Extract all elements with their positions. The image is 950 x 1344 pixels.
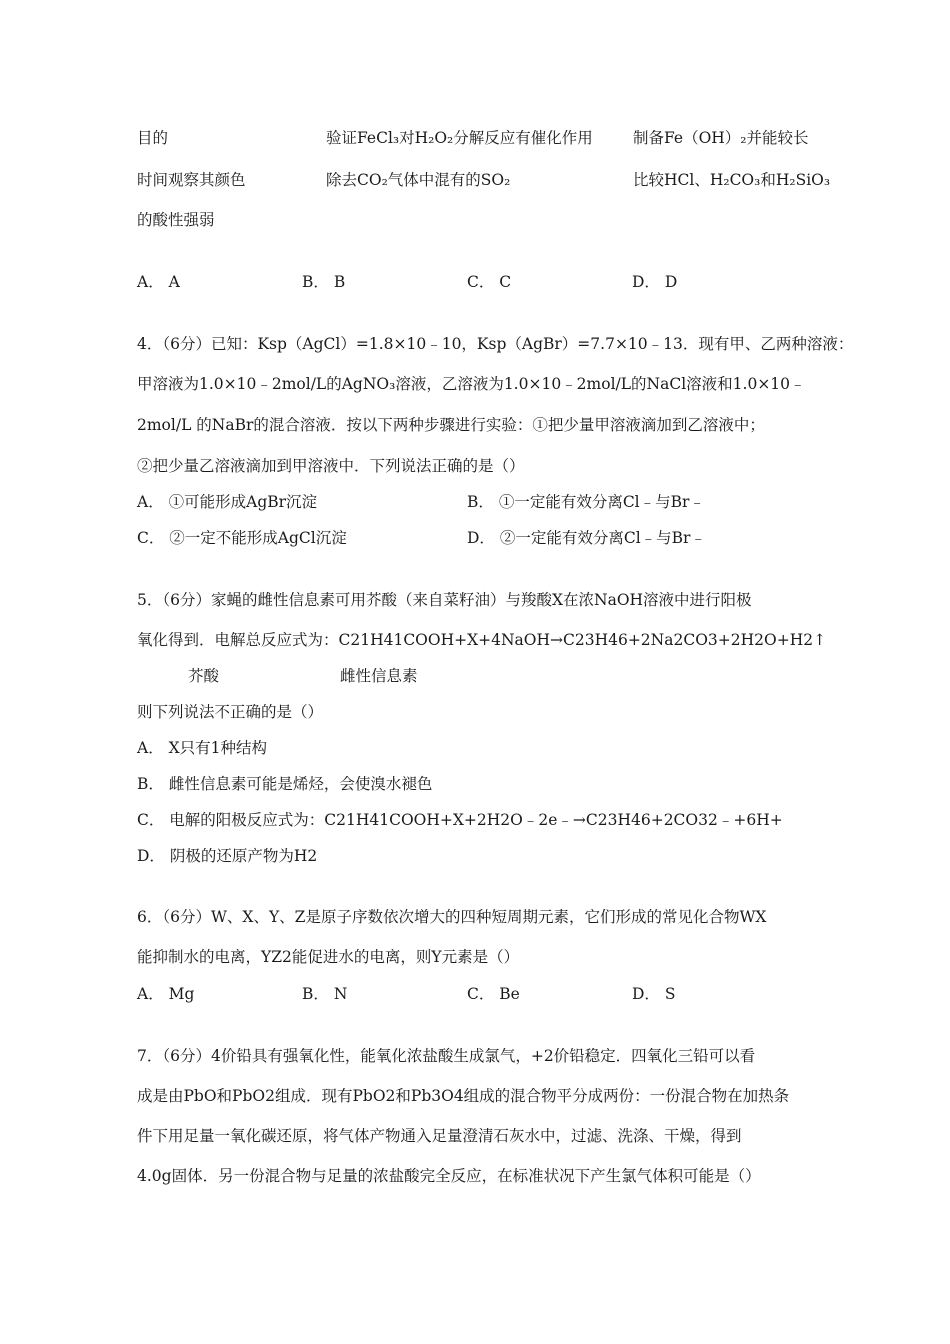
q5-question: 则下列说法不正确的是（） xyxy=(137,703,324,721)
q4-line-1: 4．（6分）已知：Ksp（AgCl）=1.8×10﹣10，Ksp（AgBr）=7.7×10﹣13．现有甲、乙两种溶液： xyxy=(137,335,854,353)
table-cell-compare-acid: 比较HCl、H₂CO₃和H₂SiO₃ xyxy=(633,171,831,189)
q7-line-1: 7．（6分）4价铅具有强氧化性，能氧化浓盐酸生成氯气，+2价铅稳定．四氧化三铅可以看 xyxy=(137,1047,756,1065)
q5-option-c: C． 电解的阳极反应式为：C21H41COOH+X+2H2O﹣2e﹣→C23H46+2CO32﹣+6H+ xyxy=(137,811,783,829)
q6-option-b: B． N xyxy=(302,985,348,1003)
q3-option-a: A． A xyxy=(137,273,180,291)
q6-line-2: 能抑制水的电离，YZ2能促进水的电离，则Y元素是（） xyxy=(137,948,520,966)
q4-option-b: B． ①一定能有效分离Cl﹣与Br﹣ xyxy=(467,493,705,511)
q3-option-c: C． C xyxy=(467,273,512,291)
q5-option-a: A． X只有1种结构 xyxy=(137,739,268,757)
table-cell-acidity: 的酸性强弱 xyxy=(137,211,215,229)
q6-option-c: C． Be xyxy=(467,985,520,1003)
q7-line-4: 4.0g固体．另一份混合物与足量的浓盐酸完全反应，在标准状况下产生氯气体积可能是（） xyxy=(137,1167,761,1185)
q7-line-3: 件下用足量一氧化碳还原，将气体产物通入足量澄清石灰水中，过滤、洗涤、干燥，得到 xyxy=(137,1127,742,1145)
q5-option-d: D． 阴极的还原产物为H2 xyxy=(137,847,318,865)
q4-line-2: 甲溶液为1.0×10﹣2mol/L的AgNO₃溶液，乙溶液为1.0×10﹣2mol/L的NaCl溶液和1.0×10﹣ xyxy=(137,375,806,393)
q3-option-d: D． D xyxy=(632,273,678,291)
table-cell-remove-so2: 除去CO₂气体中混有的SO₂ xyxy=(326,171,511,189)
q4-option-d: D． ②一定能有效分离Cl﹣与Br﹣ xyxy=(467,529,706,547)
q4-line-4: ②把少量乙溶液滴加到甲溶液中．下列说法正确的是（） xyxy=(137,457,525,475)
table-cell-prepare-feoh2: 制备Fe（OH）₂并能较长 xyxy=(633,129,809,147)
table-cell-verify-fecl3: 验证FeCl₃对H₂O₂分解反应有催化作用 xyxy=(326,129,593,147)
q6-option-a: A． Mg xyxy=(137,985,195,1003)
q5-label-pheromone: 雌性信息素 xyxy=(340,667,418,685)
q5-line-2: 氧化得到．电解总反应式为：C21H41COOH+X+4NaOH→C23H46+2Na2CO3+2H2O+H2↑ xyxy=(137,631,827,649)
q7-line-2: 成是由PbO和PbO2组成．现有PbO2和Pb3O4组成的混合物平分成两份：一份混合物在加热条 xyxy=(137,1087,790,1105)
table-cell-purpose: 目的 xyxy=(137,129,169,147)
q5-line-1: 5．（6分）家蝇的雌性信息素可用芥酸（来自菜籽油）与羧酸X在浓NaOH溶液中进行阳极 xyxy=(137,591,752,609)
q4-line-3: 2mol/L 的NaBr的混合溶液．按以下两种步骤进行实验：①把少量甲溶液滴加到乙溶液中； xyxy=(137,416,765,434)
q5-label-erucic-acid: 芥酸 xyxy=(188,667,220,685)
q4-option-c: C． ②一定不能形成AgCl沉淀 xyxy=(137,529,347,547)
q5-option-b: B． 雌性信息素可能是烯烃，会使溴水褪色 xyxy=(137,775,433,793)
q6-line-1: 6．（6分）W、X、Y、Z是原子序数依次增大的四种短周期元素，它们形成的常见化合物WX xyxy=(137,908,767,926)
table-cell-observe-color: 时间观察其颜色 xyxy=(137,171,246,189)
q6-option-d: D． S xyxy=(632,985,676,1003)
q3-option-b: B． B xyxy=(302,273,346,291)
q4-option-a: A． ①可能形成AgBr沉淀 xyxy=(137,493,318,511)
